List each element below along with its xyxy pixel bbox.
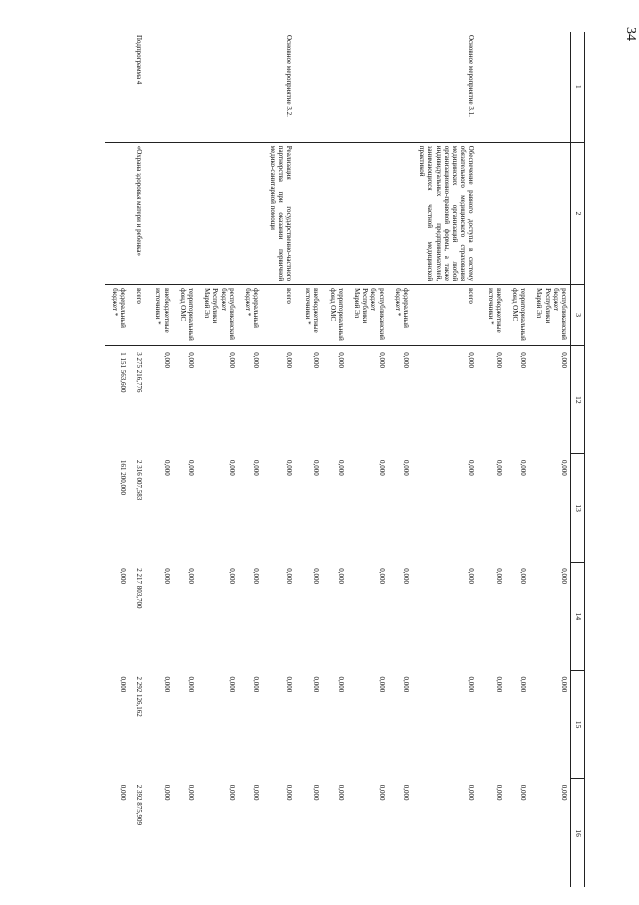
value-cell-col-13: 0,000 [227,459,236,476]
activity-name-cell: Основное мероприятие 3.2. [284,35,293,117]
value-cell-col-16: 0,000 [494,784,503,801]
value-cell-col-14: 0,000 [312,568,321,584]
value-cell-col-15: 0,000 [467,676,476,693]
value-cell-col-14: 0,000 [162,568,171,584]
activity-description-cell [529,142,570,284]
value-cell-col-14: 0,000 [336,568,345,584]
value-cell-col-15: 0,000 [312,676,321,693]
activity-name-cell [145,32,172,142]
column-number-13: 13 [571,454,585,562]
activity-name-cell [173,32,197,142]
value-cell-col-12: 3 275 216,776 [135,352,144,393]
value-cell-col-16: 0,000 [187,784,196,801]
value-cell-col-12: 0,000 [227,352,236,368]
table-body [105,32,571,887]
value-cell-col-16: 0,000 [467,784,476,801]
table-row [477,32,504,887]
value-cell-col-16: 0,000 [162,784,171,801]
value-cell-col-13: 0,000 [252,459,261,476]
value-cell-col-16: 0,000 [119,784,128,801]
column-number-16: 16 [571,779,585,887]
column-number-1: 1 [571,32,585,142]
value-cell-col-12: 0,000 [467,352,476,368]
activity-description-cell [145,142,172,284]
funding-source-cell: республиканский бюджет Республики Марий Эл [197,285,238,346]
value-cell-col-14: 0,000 [519,568,528,584]
funding-source-cell: территориальный фонд ОМС [173,285,197,346]
activity-name-cell: Подпрограмма 4 [135,35,144,85]
value-cell-col-12: 0,000 [377,352,386,368]
table-row [529,32,570,887]
activity-name-cell [505,32,529,142]
value-cell-col-14: 0,000 [119,568,128,584]
activity-description-cell: «Охрана здоровья матери и ребенка» [129,142,145,284]
funding-source-cell: всего [129,285,145,346]
value-cell-col-16: 0,000 [336,784,345,801]
value-cell-col-16: 0,000 [284,784,293,801]
funding-source-cell: федеральный бюджет * [388,285,412,346]
funding-source-cell: территориальный фонд ОМС [322,285,346,346]
funding-source-cell: республиканский бюджет Республики Марий Эл [529,285,570,346]
activity-description-cell [295,142,322,284]
table-row [322,32,346,887]
value-cell-col-12: 0,000 [162,352,171,368]
funding-source-cell: республиканский бюджет Республики Марий Эл [347,285,388,346]
funding-source-cell: внебюджетные источники * [145,285,172,346]
value-cell-col-14: 0,000 [227,568,236,584]
activity-name-cell: Основное мероприятие 3.1. [467,35,476,117]
value-cell-col-15: 0,000 [187,676,196,693]
activity-description-cell [105,142,129,284]
value-cell-col-12: 0,000 [187,352,196,368]
value-cell-col-15: 0,000 [401,676,410,693]
table-row [105,32,129,887]
value-cell-col-16: 0,000 [560,784,568,801]
table-row [262,32,295,887]
value-cell-col-15: 0,000 [336,676,345,693]
value-cell-col-13: 0,000 [560,459,568,476]
value-cell-col-14: 0,000 [377,568,386,584]
column-numbers-row [571,32,585,887]
table-row [197,32,238,887]
value-cell-col-16: 0,000 [312,784,321,801]
funding-source-cell: федеральный бюджет * [238,285,262,346]
activity-name-cell [105,32,129,142]
budget-table [105,32,585,887]
activity-description-cell [388,142,412,284]
value-cell-col-15: 0,000 [162,676,171,693]
column-number-14: 14 [571,562,585,670]
table-row [129,32,145,887]
value-cell-col-12: 0,000 [336,352,345,368]
value-cell-col-13: 0,000 [312,459,321,476]
value-cell-col-12: 0,000 [519,352,528,368]
activity-name-cell [322,32,346,142]
value-cell-col-13: 0,000 [284,459,293,476]
value-cell-col-16: 0,000 [227,784,236,801]
activity-description-cell [322,142,346,284]
value-cell-col-13: 0,000 [401,459,410,476]
value-cell-col-12: 0,000 [252,352,261,368]
value-cell-col-15: 0,000 [560,676,568,693]
value-cell-col-15: 0,000 [227,676,236,693]
table-row [238,32,262,887]
value-cell-col-13: 0,000 [467,459,476,476]
rotated-table-container [100,32,585,887]
value-cell-col-15: 0,000 [252,676,261,693]
value-cell-col-14: 0,000 [467,568,476,584]
activity-description-cell [347,142,388,284]
activity-description-cell [477,142,504,284]
value-cell-col-12: 1 151 563,600 [119,352,128,393]
table-row [295,32,322,887]
value-cell-col-13: 2 316 007,583 [135,459,144,501]
activity-name-cell [197,32,238,142]
table-row [388,32,412,887]
value-cell-col-14: 0,000 [401,568,410,584]
activity-name-cell [388,32,412,142]
value-cell-col-15: 0,000 [494,676,503,693]
table-row [505,32,529,887]
value-cell-col-13: 0,000 [336,459,345,476]
value-cell-col-13: 0,000 [519,459,528,476]
activity-name-cell [477,32,504,142]
value-cell-col-12: 0,000 [401,352,410,368]
funding-source-cell: всего [262,285,295,346]
activity-description-cell: Реализация государственно-частного партнерства при оказании первичной медико-санитарной помощи [262,142,295,284]
funding-source-cell: всего [412,285,477,346]
table-row [347,32,388,887]
table-row [412,32,477,887]
value-cell-col-16: 0,000 [252,784,261,801]
activity-name-cell [295,32,322,142]
funding-source-cell: внебюджетные источники * [477,285,504,346]
activity-name-cell [347,32,388,142]
activity-description-cell [173,142,197,284]
activity-description-cell [238,142,262,284]
value-cell-col-13: 161 200,000 [119,459,128,495]
value-cell-col-14: 0,000 [252,568,261,584]
value-cell-col-12: 0,000 [494,352,503,368]
activity-description-cell: Обеспечение равного доступа в систему обязательного медицинского страхования медицинских организаций любой организационно-правовой формы, а также индивидуальных предпринимателей, занимающихся частной медицинской практикой [412,142,477,284]
value-cell-col-14: 0,000 [560,568,568,584]
value-cell-col-14: 0,000 [284,568,293,584]
value-cell-col-12: 0,000 [560,352,568,368]
table-row [145,32,172,887]
value-cell-col-14: 0,000 [187,568,196,584]
value-cell-col-15: 0,000 [119,676,128,693]
page-number: 34 [623,27,638,41]
activity-name-cell [529,32,570,142]
value-cell-col-16: 0,000 [401,784,410,801]
value-cell-col-16: 0,000 [519,784,528,801]
column-number-2: 2 [571,142,585,284]
activity-description-cell [505,142,529,284]
activity-description-cell [197,142,238,284]
value-cell-col-15: 2 292 126,162 [135,676,144,717]
value-cell-col-13: 0,000 [377,459,386,476]
column-number-12: 12 [571,346,585,454]
value-cell-col-15: 0,000 [284,676,293,693]
table-row [173,32,197,887]
value-cell-col-13: 0,000 [187,459,196,476]
value-cell-col-14: 2 217 803,700 [135,568,144,609]
value-cell-col-15: 0,000 [519,676,528,693]
value-cell-col-13: 0,000 [162,459,171,476]
value-cell-col-15: 0,000 [377,676,386,693]
value-cell-col-14: 0,000 [494,568,503,584]
value-cell-col-12: 0,000 [312,352,321,368]
funding-source-cell: внебюджетные источники * [295,285,322,346]
value-cell-col-16: 0,000 [377,784,386,801]
value-cell-col-16: 2 392 875,909 [135,784,144,825]
activity-name-cell [238,32,262,142]
column-number-15: 15 [571,670,585,778]
column-number-3: 3 [571,285,585,346]
funding-source-cell: территориальный фонд ОМС [505,285,529,346]
value-cell-col-12: 0,000 [284,352,293,368]
value-cell-col-13: 0,000 [494,459,503,476]
funding-source-cell: федеральный бюджет * [105,285,129,346]
